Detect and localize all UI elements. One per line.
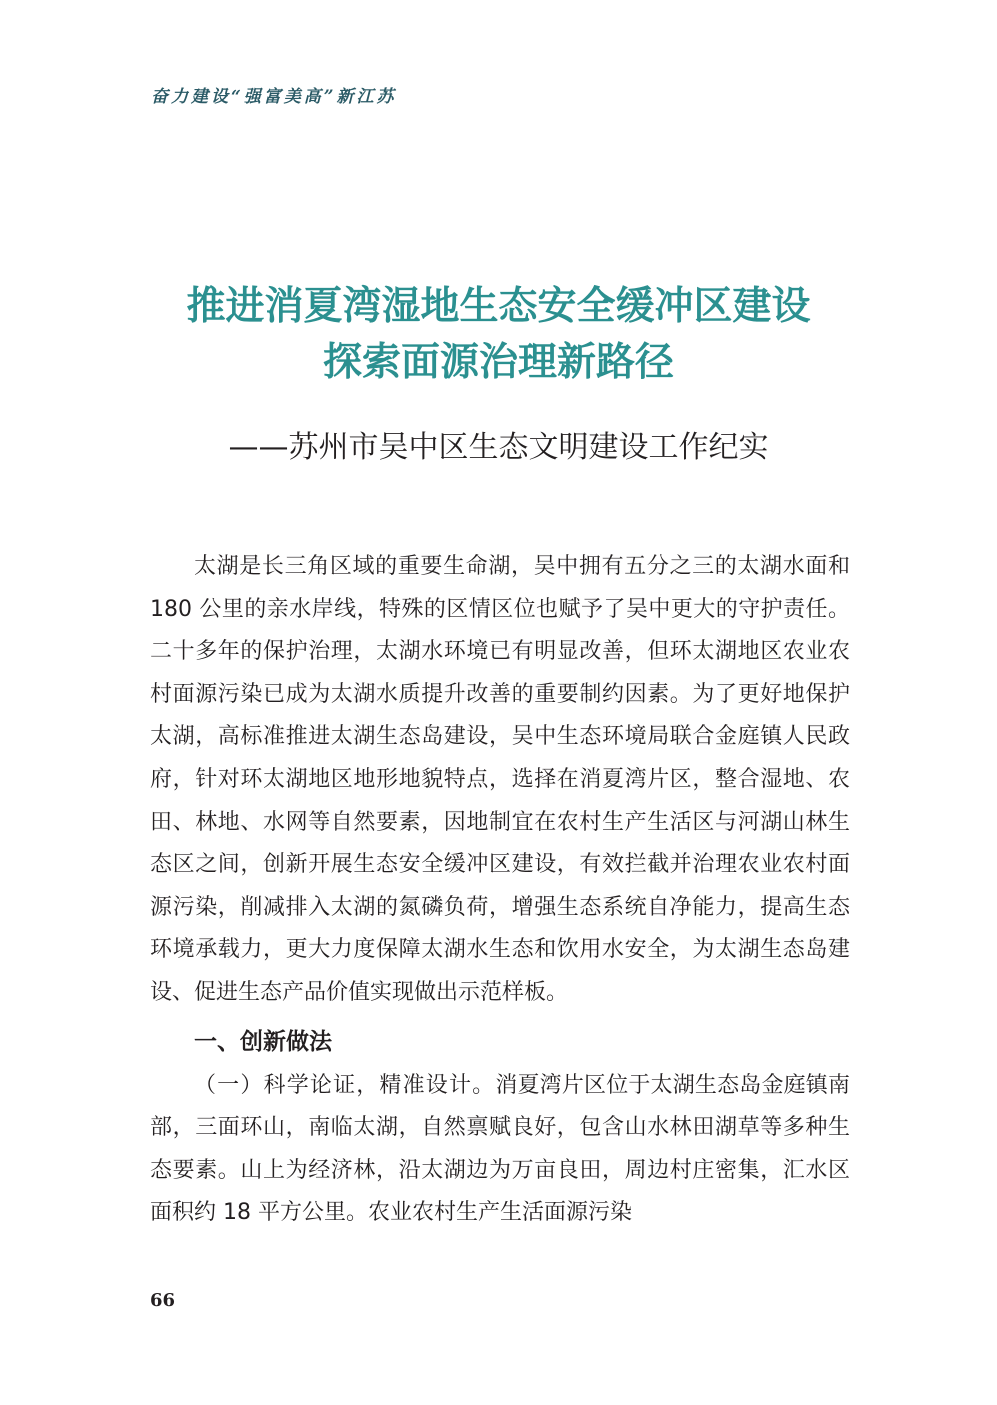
article-subtitle: ——苏州市吴中区生态文明建设工作纪实 xyxy=(228,430,769,465)
section-heading: 一、创新做法 xyxy=(194,1028,332,1055)
article-body xyxy=(150,546,850,1235)
running-header: 奋力建设“强富美高”新江苏 xyxy=(151,87,397,107)
intro-paragraph: 太湖是长三角区域的重要生命湖，吴中拥有五分之三的太湖水面和 180 公里的亲水岸线，特殊的区情区位也赋予了吴中更大的守护责任。二十多年的保护治理，太湖水环境已有明显改善，但环太湖地区农业农村面源污染已成为太湖水质提升改善的重要制约因素。为了更好地保护太湖，高标准推进太湖生态岛建设，吴中生态环境局联合金庭镇人民政府，针对环太湖地区地形地貌特点，选择在消夏湾片区，整合湿地、农田、林地、水网等自然要素，因地制宜在农村生产生活区与河湖山林生态区之间，创新开展生态安全缓冲区建设，有效拦截并治理农业农村面源污染，削减排入太湖的氮磷负荷，增强生态系统自净能力，提高生态环境承载力，更大力度保障太湖水生态和饮用水安全，为太湖生态岛建设、促进生态产品价值实现做出示范样板。 xyxy=(150,554,850,1005)
article-title xyxy=(100,278,897,390)
title-line-1: 推进消夏湾湿地生态安全缓冲区建设 xyxy=(186,283,811,329)
title-line-2: 探索面源治理新路径 xyxy=(322,339,674,385)
subsection-paragraph xyxy=(150,1065,850,1235)
subsection-heading: （一）科学论证，精准设计。 xyxy=(194,1072,496,1098)
page-number: 66 xyxy=(150,1290,176,1311)
subsection-text: 消夏湾片区位于太湖生态岛金庭镇南部，三面环山，南临太湖，自然禀赋良好，包含山水林田湖草等多种生态要素。山上为经济林，沿太湖边为万亩良田，周边村庄密集，汇水区面积约 18 平方公里。农业农村生产生活面源污染 xyxy=(150,1072,850,1226)
